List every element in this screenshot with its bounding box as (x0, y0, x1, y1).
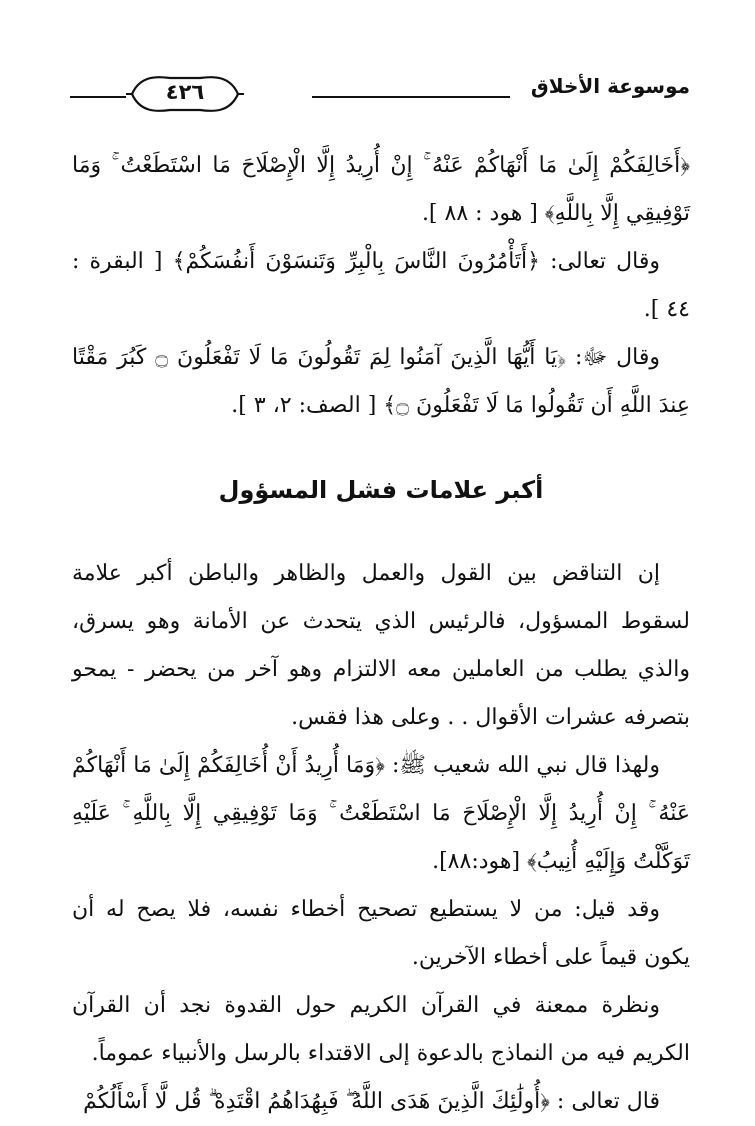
header-rule (312, 96, 510, 98)
spacer (72, 430, 690, 466)
section-heading: أكبر علامات فشل المسؤول (218, 476, 544, 504)
page-number-badge (126, 72, 244, 116)
page-content (72, 142, 690, 1126)
quran-verse-baqarah: وقال تعالى: ﴿أَتَأْمُرُونَ النَّاسَ بِالْبِرِّ وَتَنسَوْنَ أَنفُسَكُمْ﴾ [ البقرة : ٤٤ ]. (72, 249, 690, 322)
body-paragraph: إن التناقض بين القول والعمل والظاهر والباطن أكبر علامة لسقوط المسؤول، فالرئيس الذي يتحدث عن الأمانة وهو يسرق، والذي يطلب من العاملين معه الالتزام وهو آخر من يحضر - يمحو بتصرفه عشرات الأقوال . . وعلى هذا فقس. (72, 561, 690, 730)
page-number: ٤٢٦ (165, 80, 205, 104)
page-header (70, 70, 690, 110)
body-paragraph: قال تعالى : ﴿أُولَٰئِكَ الَّذِينَ هَدَى اللَّهُ ۖ فَبِهُدَاهُمُ اقْتَدِهْ ۗ قُل لَّا أَسْأَلُكُمْ (83, 1089, 660, 1114)
header-rule (70, 96, 126, 98)
body-paragraph: وقد قيل: من لا يستطيع تصحيح أخطاء نفسه، فلا يصح له أن يكون قيماً على أخطاء الآخرين. (72, 897, 690, 970)
body-paragraph: ونظرة ممعنة في القرآن الكريم حول القدوة نجد أن القرآن الكريم فيه من النماذج بالدعوة إلى الاقتداء بالرسل والأنبياء عموماً. (72, 993, 690, 1066)
spacer (72, 514, 690, 550)
quran-verse-saff: وقال ﷻ: ﴿يَا أَيُّهَا الَّذِينَ آمَنُوا لِمَ تَقُولُونَ مَا لَا تَفْعَلُونَ ۝ كَبُرَ مَقْتًا عِندَ اللَّهِ أَن تَقُولُوا مَا لَا تَفْعَلُونَ ۝﴾ [ الصف: ٢، ٣ ]. (72, 345, 690, 418)
body-paragraph: ولهذا قال نبي الله شعيب ﷺ: ﴿وَمَا أُرِيدُ أَنْ أُخَالِفَكُمْ إِلَىٰ مَا أَنْهَاكُمْ عَنْهُ ۚ إِنْ أُرِيدُ إِلَّا الْإِصْلَاحَ مَا اسْتَطَعْتُ ۚ وَمَا تَوْفِيقِي إِلَّا بِاللَّهِ ۚ عَلَيْهِ تَوَكَّلْتُ وَإِلَيْهِ أُنِيبُ﴾ [هود:٨٨]. (72, 753, 690, 874)
quran-verse-hud: ﴿أَخَالِفَكُمْ إِلَىٰ مَا أَنْهَاكُمْ عَنْهُ ۚ إِنْ أُرِيدُ إِلَّا الْإِصْلَاحَ مَا اسْتَطَعْتُ ۚ وَمَا تَوْفِيقِي إِلَّا بِاللَّهِ﴾ [ هود : ٨٨ ]. (72, 153, 690, 226)
running-title: موسوعة الأخلاق (530, 74, 690, 98)
